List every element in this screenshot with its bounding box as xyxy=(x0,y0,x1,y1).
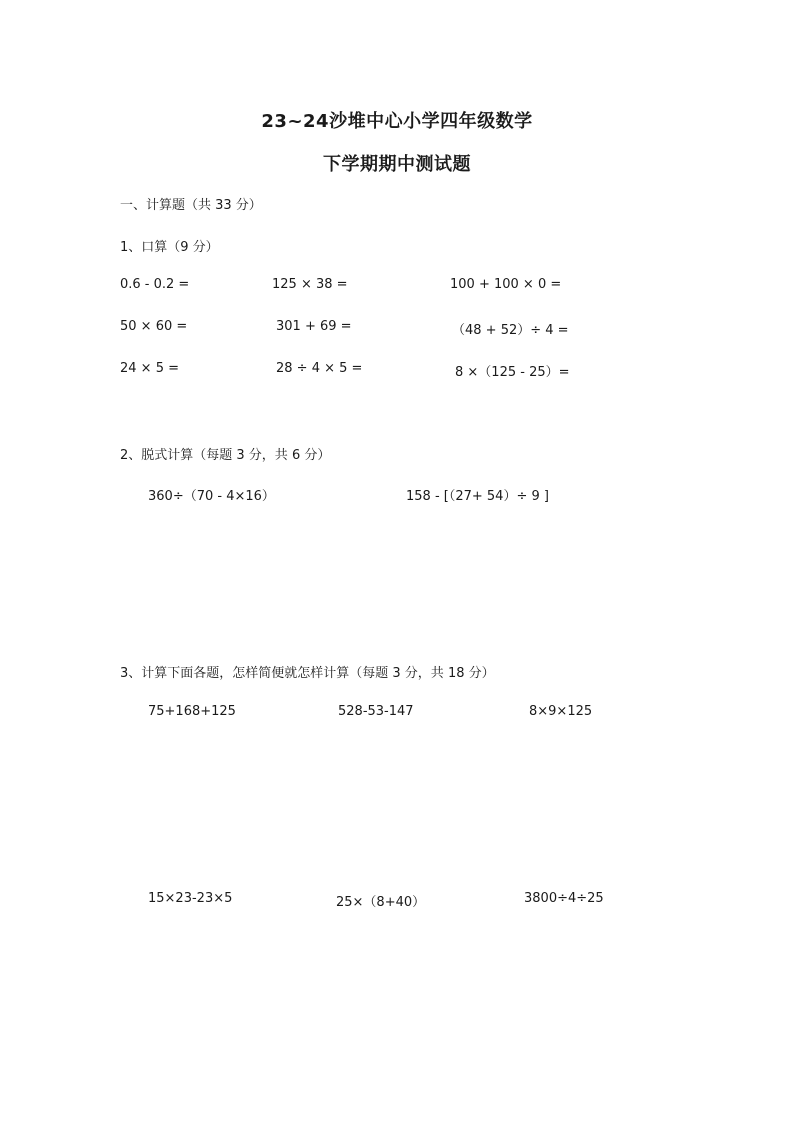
step-calc-item: 360÷（70 - 4×16） xyxy=(148,489,275,504)
simplify-calc-item: 8×9×125 xyxy=(529,704,593,719)
oral-calc-item: 28 ÷ 4 × 5 = xyxy=(276,361,363,376)
simplify-calc-item: 25×（8+40） xyxy=(336,895,426,910)
section-heading-calculation: 一、计算题（共 33 分） xyxy=(120,198,262,213)
simplify-calc-item: 3800÷4÷25 xyxy=(524,891,604,906)
oral-calc-item: 50 × 60 = xyxy=(120,319,188,334)
simplify-calc-item: 528-53-147 xyxy=(338,704,414,719)
oral-calc-item: 24 × 5 = xyxy=(120,361,179,376)
question-2-heading: 2、脱式计算（每题 3 分，共 6 分） xyxy=(120,448,331,463)
step-calc-item: 158 - [（27+ 54）÷ 9 ] xyxy=(406,489,549,504)
oral-calc-item: 125 × 38 = xyxy=(272,277,348,292)
oral-calc-item: （48 + 52）÷ 4 = xyxy=(452,323,569,338)
oral-calc-item: 8 ×（125 - 25）= xyxy=(455,365,570,380)
oral-calc-item: 301 + 69 = xyxy=(276,319,352,334)
simplify-calc-item: 15×23-23×5 xyxy=(148,891,233,906)
simplify-calc-item: 75+168+125 xyxy=(148,704,236,719)
exam-title: 23~24沙堆中心小学四年级数学 xyxy=(261,111,533,132)
exam-subtitle: 下学期期中测试题 xyxy=(323,154,471,175)
oral-calc-item: 100 + 100 × 0 = xyxy=(450,277,562,292)
oral-calc-item: 0.6 - 0.2 = xyxy=(120,277,190,292)
question-1-heading: 1、口算（9 分） xyxy=(120,240,219,255)
question-3-heading: 3、计算下面各题，怎样简便就怎样计算（每题 3 分，共 18 分） xyxy=(120,666,495,681)
